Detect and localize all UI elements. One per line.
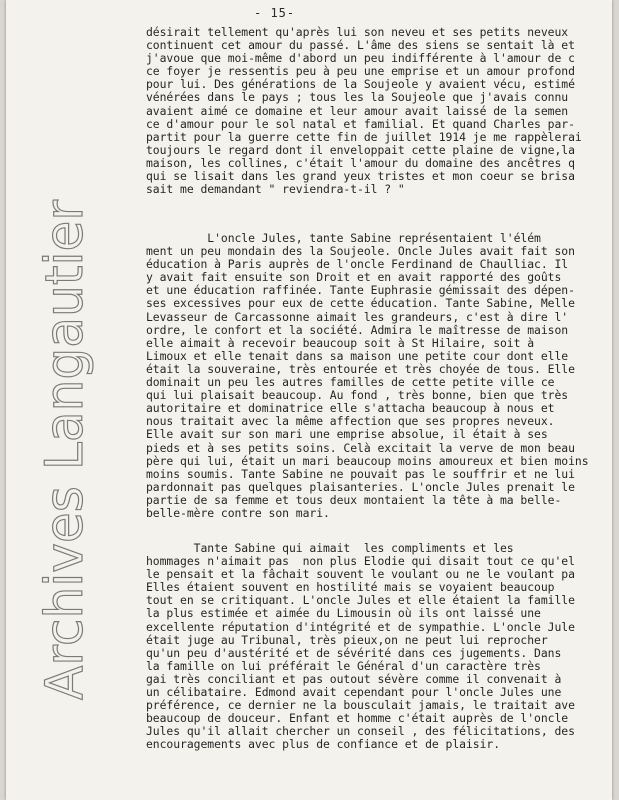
paragraph-2 [146, 232, 611, 520]
text-line: elle aimait à recevoir beaucoup soit à St Hilaire, soit à [146, 336, 535, 350]
text-line: partit pour la guerre cette fin de juillet 1914 je me rappèlerai [146, 130, 582, 144]
text-line: qui lui plaisait beaucoup. Au fond , très bonne, bien que très [146, 389, 569, 403]
text-line: et une éducation raffinée. Tante Euphrasie gémissait des dépen- [146, 284, 575, 298]
text-line: sait me demandant " reviendra-t-il ? " [146, 183, 405, 197]
text-line: pour lui. Des générations de la Soujeole y avaient vécu, estimé [146, 78, 575, 92]
text-line: était la souveraine, très entourée et très choyée de tous. Elle [146, 362, 575, 376]
text-line: beaucoup de douceur. Enfant et homme c'était auprès de l'oncle [146, 712, 569, 726]
text-line: préférence, ce dernier ne la bousculait jamais, le traitait ave [146, 699, 575, 713]
text-line: vénérées dans le pays ; tous les la Soujeole que j'avais connu [146, 91, 569, 105]
text-line: désirait tellement qu'après lui son neveu et ses petits neveux [146, 26, 569, 39]
watermark [6, 0, 126, 800]
text-line: continuent cet amour du passé. L'âme des siens se sentait là et [146, 39, 575, 53]
text-line: moins soumis. Tante Sabine ne pouvait pas le souffrir et ne lui [146, 467, 575, 481]
text-line: maison, les collines, c'était l'amour du domaine des ancêtres q [146, 156, 575, 170]
text-line: tout en se critiquant. L'oncle Jules et elle étaient la famille [146, 594, 575, 608]
text-line: excellente réputation d'intégrité et de sympathie. L'oncle Jule [146, 620, 575, 634]
text-line: belle-mère contre son mari. [146, 506, 330, 520]
text-line: autoritaire et dominatrice elle s'attacha beaucoup à nous et [146, 402, 555, 416]
text-line: avaient aimé ce domaine et leur amour avait laissé de la semen [146, 104, 569, 118]
text-line: L'oncle Jules, tante Sabine représentaient l'élém [146, 232, 541, 245]
text-line: qu'un peu d'austérité et de sévérité dans ces jugements. Dans [146, 646, 562, 660]
text-line: était juge au Tribunal, très pieux,on ne peut lui reprocher [146, 633, 548, 647]
text-line: ce foyer je ressentis peu à peu une emprise et un amour profond [146, 65, 575, 79]
text-line: ordre, le confort et la société. Admira le maîtresse de maison [146, 323, 569, 337]
page-number: - 15- [254, 6, 296, 20]
text-line: père qui lui, était un mari beaucoup moins amoureux et bien moins [146, 454, 589, 468]
text-line: Elle avait sur son mari une emprise absolue, il était à ses [146, 428, 548, 442]
text-line: Elles étaient souvent en hostilité mais se voyaient beaucoup [146, 581, 555, 595]
text-line: le pensait et la fâchait souvent le voulant ou ne le voulant pa [146, 568, 575, 582]
text-line: éducation à Paris auprès de l'oncle Ferdinand de Chaulliac. Il [146, 258, 569, 272]
text-line: la famille on lui préférait le Général d'un caractère très [146, 659, 541, 673]
text-line: encouragements avec plus de confiance et de plaisir. [146, 738, 501, 752]
text-line: ment un peu mondain des la Soujeole. Oncle Jules avait fait son [146, 245, 575, 259]
text-line: dominait un peu les autres familles de cette petite ville ce [146, 376, 555, 390]
text-line: ce d'amour pour le sol natal et familial. Et quand Charles par- [146, 117, 575, 131]
text-line: j'avoue que moi-même d'abord un peu indifférente à l'amour de c [146, 52, 575, 66]
text-line: ses excessives pour eux de cette éducation. Tante Sabine, Melle [146, 297, 575, 311]
text-line: Tante Sabine qui aimait les compliments et les [146, 542, 514, 555]
text-line: Limoux et elle tenait dans sa maison une petite cour dont elle [146, 349, 569, 363]
text-line: pieds et à ses petits soins. Celà excitait la verve de mon beau [146, 441, 575, 455]
watermark-text: Archives Langautier [35, 181, 95, 700]
text-line: nous traitait avec la même affection que ses propres neveux. [146, 415, 555, 429]
text-line: la plus estimée et aimée du Limousin où ils ont laissé une [146, 607, 541, 621]
text-line: Levasseur de Carcassonne aimait les grandeurs, c'est à dire l' [146, 310, 569, 324]
text-line: hommages n'aimait pas non plus Elodie qui disait tout ce qu'el [146, 555, 575, 569]
text-line: un célibataire. Edmond avait cependant pour l'oncle Jules une [146, 686, 562, 700]
text-line: partie de sa femme et tous deux montaient la tête à ma belle- [146, 493, 562, 507]
text-line: y avait fait ensuite son Droit et en avait rapporté des goûts [146, 271, 562, 285]
document-page [6, 0, 612, 800]
text-line: gai très conciliant et pas outout sévère comme il convenait à [146, 672, 562, 686]
text-line: qui se lisait dans les grand yeux tristes et mon coeur se brisa [146, 170, 575, 184]
paragraph-1 [146, 26, 611, 196]
text-line: toujours le regard dont il enveloppait cette plaine de vigne,la [146, 143, 575, 157]
paragraph-3 [146, 542, 611, 752]
text-line: Jules qu'il allait chercher un conseil , des félicitations, des [146, 725, 575, 739]
text-line: pardonnait pas quelques plaisanteries. L'oncle Jules prenait le [146, 480, 575, 494]
